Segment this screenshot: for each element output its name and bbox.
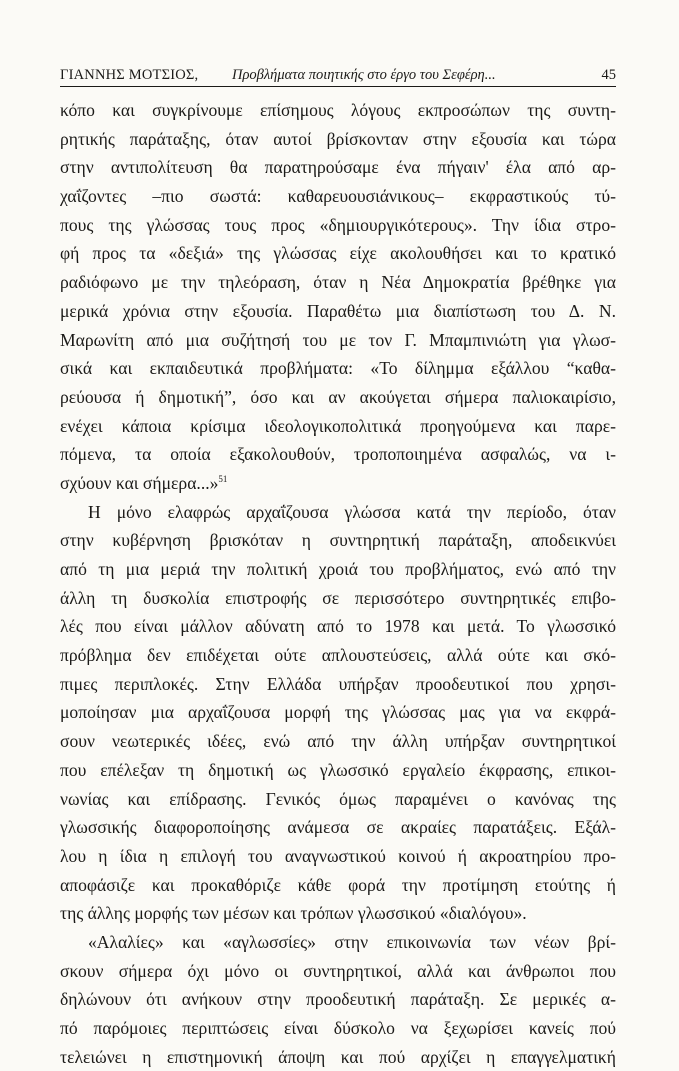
text-line: πό παρόμοιες περιπτώσεις είναι δύσκολο να ξεχωρίσει κανείς πού (60, 1018, 616, 1038)
text-line: ρητικής παράταξης, όταν αυτοί βρίσκονταν στην εξουσία και τώρα (60, 128, 616, 149)
text-line: δηλώνουν ότι ανήκουν στην προοδευτική παράταξη. Σε μερικές α- (60, 989, 616, 1010)
text-line: πρόβλημα δεν επιδέχεται ούτε απλουστεύσεις, αλλά ούτε και σκό- (60, 645, 616, 666)
text-line: Μαρωνίτη από μια συζήτησή του με τον Γ. Μπαμπινιώτη για γλωσ- (60, 329, 616, 350)
text-line: σουν νεωτερικές ιδέες, ενώ από την άλλη υπήρξαν συντηρητικοί (60, 731, 616, 752)
text-line: μοποίησαν μια αρχαΐζουσα μορφή της γλώσσας μας για να εκφρά- (60, 702, 616, 723)
header-author: ΓΙΑΝΝΗΣ ΜΟΤΣΙΟΣ, (60, 67, 199, 83)
text-line: ραδιόφωνο με την τηλεόραση, όταν η Νέα Δημοκρατία βρέθηκε για (60, 272, 616, 293)
text-line: σκουν σήμερα όχι μόνο οι συντηρητικοί, αλλά και άνθρωποι που (60, 960, 616, 981)
text-line: από τη μια μεριά την πολιτική χροιά του προβλήματος, ενώ από την (60, 559, 616, 579)
running-header (60, 64, 616, 87)
text-line: στην κυβέρνηση βρισκόταν η συντηρητική παράταξη, αποδεικνύει (60, 530, 616, 551)
text-line: γλωσσικής διαφοροποίησης ανάμεσα σε ακραίες παρατάξεις. Εξάλ- (60, 817, 616, 838)
text-line: πόμενα, τα οποία εξακολουθούν, τροποποιημένα ασφαλώς, να ι- (60, 444, 616, 465)
text-line: πους της γλώσσας τους προς «δημιουργικότερους». Την ίδια στρο- (60, 214, 616, 235)
body-text (60, 96, 616, 1071)
header-title: Προβλήματα ποιητικής στο έργο του Σεφέρη... (232, 67, 496, 83)
text-line: αποφάσιζε και προκαθόριζε κάθε φορά την προτίμηση ετούτης ή (60, 874, 616, 895)
page-number: 45 (601, 67, 616, 83)
footnote-ref: 51 (218, 473, 228, 484)
text-line: φή προς τα «δεξιά» της γλώσσας είχε ακολουθήσει και το κρατικό (60, 243, 616, 264)
text-line: χαΐζοντες –πιο σωστά: καθαρευουσιάνικους– εκφραστικούς τύ- (60, 186, 616, 207)
text-line: άλλη τη δυσκολία επιστροφής σε περισσότερο συντηρητικές επιβο- (60, 587, 616, 608)
text-line: ενέχει κάποια κρίσιμα ιδεολογικοπολιτικά προηγούμενα και παρε- (60, 415, 616, 436)
text-line: Η μόνο ελαφρώς αρχαΐζουσα γλώσσα κατά την περίοδο, όταν (88, 501, 616, 522)
text-line: μερικά χρόνια στην εξουσία. Παραθέτω μια διαπίστωση του Δ. Ν. (60, 300, 616, 321)
text-line: κόπο και συγκρίνουμε επίσημους λόγους εκπροσώπων της συντη- (60, 100, 616, 120)
text-line-content: σχύουν και σήμερα...» (60, 472, 219, 493)
text-line: λου η ίδια η επιλογή του αναγνωστικού κοινού ή ακροατηρίου προ- (60, 845, 616, 866)
text-line: ρεύουσα ή δημοτική”, όσο και αν ακούγεται σήμερα παλιοκαιρίσιο, (60, 386, 616, 407)
text-line: που επέλεξαν τη δημοτική ως γλωσσικό εργαλείο έκφρασης, επικοι- (60, 759, 616, 780)
text-line (60, 469, 616, 498)
text-line: τελειώνει η επιστημονική άποψη και πού αρχίζει η επαγγελματική (60, 1046, 616, 1067)
text-line: λές που είναι μάλλον αδύνατη από το 1978 και μετά. Το γλωσσικό (60, 616, 616, 637)
text-line: της άλλης μορφής των μέσων και τρόπων γλωσσικού «διαλόγου». (60, 903, 527, 924)
text-line: «Αλαλίες» και «αγλωσσίες» στην επικοινωνία των νέων βρί- (88, 931, 616, 952)
text-line: πιμες περιπλοκές. Στην Ελλάδα υπήρξαν προοδευτικοί που χρησι- (60, 673, 616, 694)
text-line: στην αντιπολίτευση θα παρατηρούσαμε ένα πήγαιν' έλα από αρ- (60, 157, 616, 178)
text-line: νωνίας και επίδρασης. Γενικός όμως παραμένει ο κανόνας της (60, 788, 616, 809)
text-line: σικά και εκπαιδευτικά προβλήματα: «Το δίλημμα εξάλλου “καθα- (60, 358, 616, 379)
